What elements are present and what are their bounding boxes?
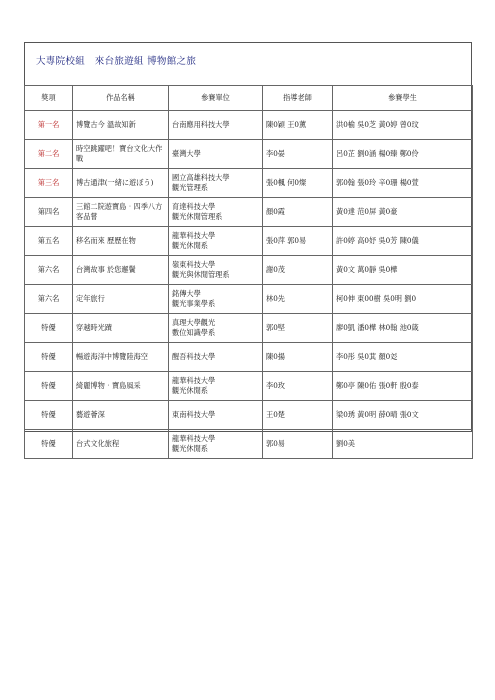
unit-line: 龍華科技大學: [172, 434, 216, 443]
teacher-cell: 張0楓 何0燦: [263, 169, 333, 198]
students-cell: 洪0榆 吳0芝 黃0婷 曾0玟: [333, 111, 473, 140]
unit-cell: [169, 430, 263, 459]
teacher-cell: 郭0堅: [263, 314, 333, 343]
unit-cell: [169, 372, 263, 401]
work-title-cell: 時空跳躍吧！寶台文化大作戰: [73, 140, 169, 169]
award-cell: 特優: [25, 430, 73, 459]
work-title-cell: 博古通津(一緒に遊ぼう): [73, 169, 169, 198]
unit-line: 龍華科技大學: [172, 231, 216, 240]
unit-cell: [169, 227, 263, 256]
work-title-cell: 博覽古今 溫故知新: [73, 111, 169, 140]
award-cell: 第四名: [25, 198, 73, 227]
unit-line: 醒吾科技大學: [172, 352, 216, 361]
unit-cell: [169, 343, 263, 372]
unit-line: 臺灣大學: [172, 149, 201, 158]
award-cell: 第一名: [25, 111, 73, 140]
work-title-cell: 移名而來 歷歷在物: [73, 227, 169, 256]
teacher-cell: 謝0茂: [263, 256, 333, 285]
table-row: [25, 285, 473, 314]
unit-line: 育達科技大學: [172, 202, 216, 211]
unit-line: 觀光事業學系: [172, 299, 216, 308]
award-cell: 第六名: [25, 256, 73, 285]
unit-line: 觀光休閒系: [172, 241, 208, 250]
table-row: [25, 140, 473, 169]
table-row: [25, 314, 473, 343]
students-cell: 黃0文 萬0靜 吳0樺: [333, 256, 473, 285]
award-cell: 特優: [25, 343, 73, 372]
teacher-cell: 李0晏: [263, 140, 333, 169]
unit-line: 東南科技大學: [172, 410, 216, 419]
awards-table: [24, 85, 473, 459]
students-cell: 劉0美: [333, 430, 473, 459]
unit-cell: [169, 140, 263, 169]
table-header-row: [25, 86, 473, 111]
teacher-cell: 陳0穎 王0薰: [263, 111, 333, 140]
unit-line: 觀光休閒系: [172, 444, 208, 453]
unit-cell: [169, 256, 263, 285]
work-title-cell: 藝遊薈深: [73, 401, 169, 430]
unit-line: 真理大學觀光: [172, 318, 216, 327]
unit-cell: [169, 401, 263, 430]
unit-cell: [169, 314, 263, 343]
table-row: [25, 169, 473, 198]
teacher-cell: 張0萍 郭0易: [263, 227, 333, 256]
work-title-cell: 台式文化旅程: [73, 430, 169, 459]
work-title-cell: 穿越時光蹟: [73, 314, 169, 343]
award-cell: 特優: [25, 401, 73, 430]
students-cell: 李0彤 吳0萁 顏0彣: [333, 343, 473, 372]
work-title-cell: 定年旅行: [73, 285, 169, 314]
unit-cell: [169, 285, 263, 314]
students-cell: 廖0凱 潘0樺 林0翰 池0箴: [333, 314, 473, 343]
unit-cell: [169, 111, 263, 140]
unit-line: 觀光休閒系: [172, 386, 208, 395]
award-cell: 特優: [25, 372, 73, 401]
students-cell: 梁0琇 黃0明 薛0晴 張0文: [333, 401, 473, 430]
table-row: [25, 256, 473, 285]
unit-line: 觀光與休閒管理系: [172, 270, 230, 279]
work-title-cell: 三館二院遊寶島‧四季八方客品嘗: [73, 198, 169, 227]
page-title: 大專院校組 來台旅遊組 博物館之旅: [36, 56, 197, 67]
unit-line: 觀光管理系: [172, 183, 208, 192]
teacher-cell: 王0楚: [263, 401, 333, 430]
teacher-cell: 顏0霞: [263, 198, 333, 227]
table-row: [25, 198, 473, 227]
students-cell: 鄭0亭 陳0佑 張0軒 殷0泰: [333, 372, 473, 401]
table-row: [25, 343, 473, 372]
table-row: [25, 227, 473, 256]
work-title-cell: 台灣故事 於您邂鬢: [73, 256, 169, 285]
table-row: [25, 372, 473, 401]
header-unit: 參賽單位: [169, 86, 263, 111]
award-cell: 第三名: [25, 169, 73, 198]
award-cell: 特優: [25, 314, 73, 343]
students-cell: 許0婷 高0妤 吳0芳 陳0儀: [333, 227, 473, 256]
teacher-cell: 郭0易: [263, 430, 333, 459]
students-cell: 黃0達 范0屏 黃0豪: [333, 198, 473, 227]
unit-cell: [169, 198, 263, 227]
award-cell: 第二名: [25, 140, 73, 169]
award-cell: 第六名: [25, 285, 73, 314]
table-row: [25, 111, 473, 140]
work-title-cell: 綺麗博物‧寶島風采: [73, 372, 169, 401]
unit-line: 龍華科技大學: [172, 376, 216, 385]
students-cell: 呂0芷 劉0涵 楊0臻 鄭0伶: [333, 140, 473, 169]
students-cell: 柯0伸 東00樹 吳0明 劉0: [333, 285, 473, 314]
award-cell: 第五名: [25, 227, 73, 256]
unit-line: 觀光休閒管理系: [172, 212, 223, 221]
table-row: [25, 430, 473, 459]
work-title-cell: 暢遊海洋中博覽陸海空: [73, 343, 169, 372]
header-work: 作品名稱: [73, 86, 169, 111]
teacher-cell: 李0玫: [263, 372, 333, 401]
header-award: 獎項: [25, 86, 73, 111]
unit-line: 數位知識學系: [172, 328, 216, 337]
students-cell: 郭0翰 張0玲 辛0珊 楊0萱: [333, 169, 473, 198]
unit-line: 銘傳大學: [172, 289, 201, 298]
header-teacher: 指導老師: [263, 86, 333, 111]
teacher-cell: 陳0揚: [263, 343, 333, 372]
teacher-cell: 林0先: [263, 285, 333, 314]
unit-line: 國立高雄科技大學: [172, 173, 230, 182]
unit-line: 台南應用科技大學: [172, 120, 230, 129]
unit-line: 嶺東科技大學: [172, 260, 216, 269]
unit-cell: [169, 169, 263, 198]
table-row: [25, 401, 473, 430]
header-students: 參賽學生: [333, 86, 473, 111]
